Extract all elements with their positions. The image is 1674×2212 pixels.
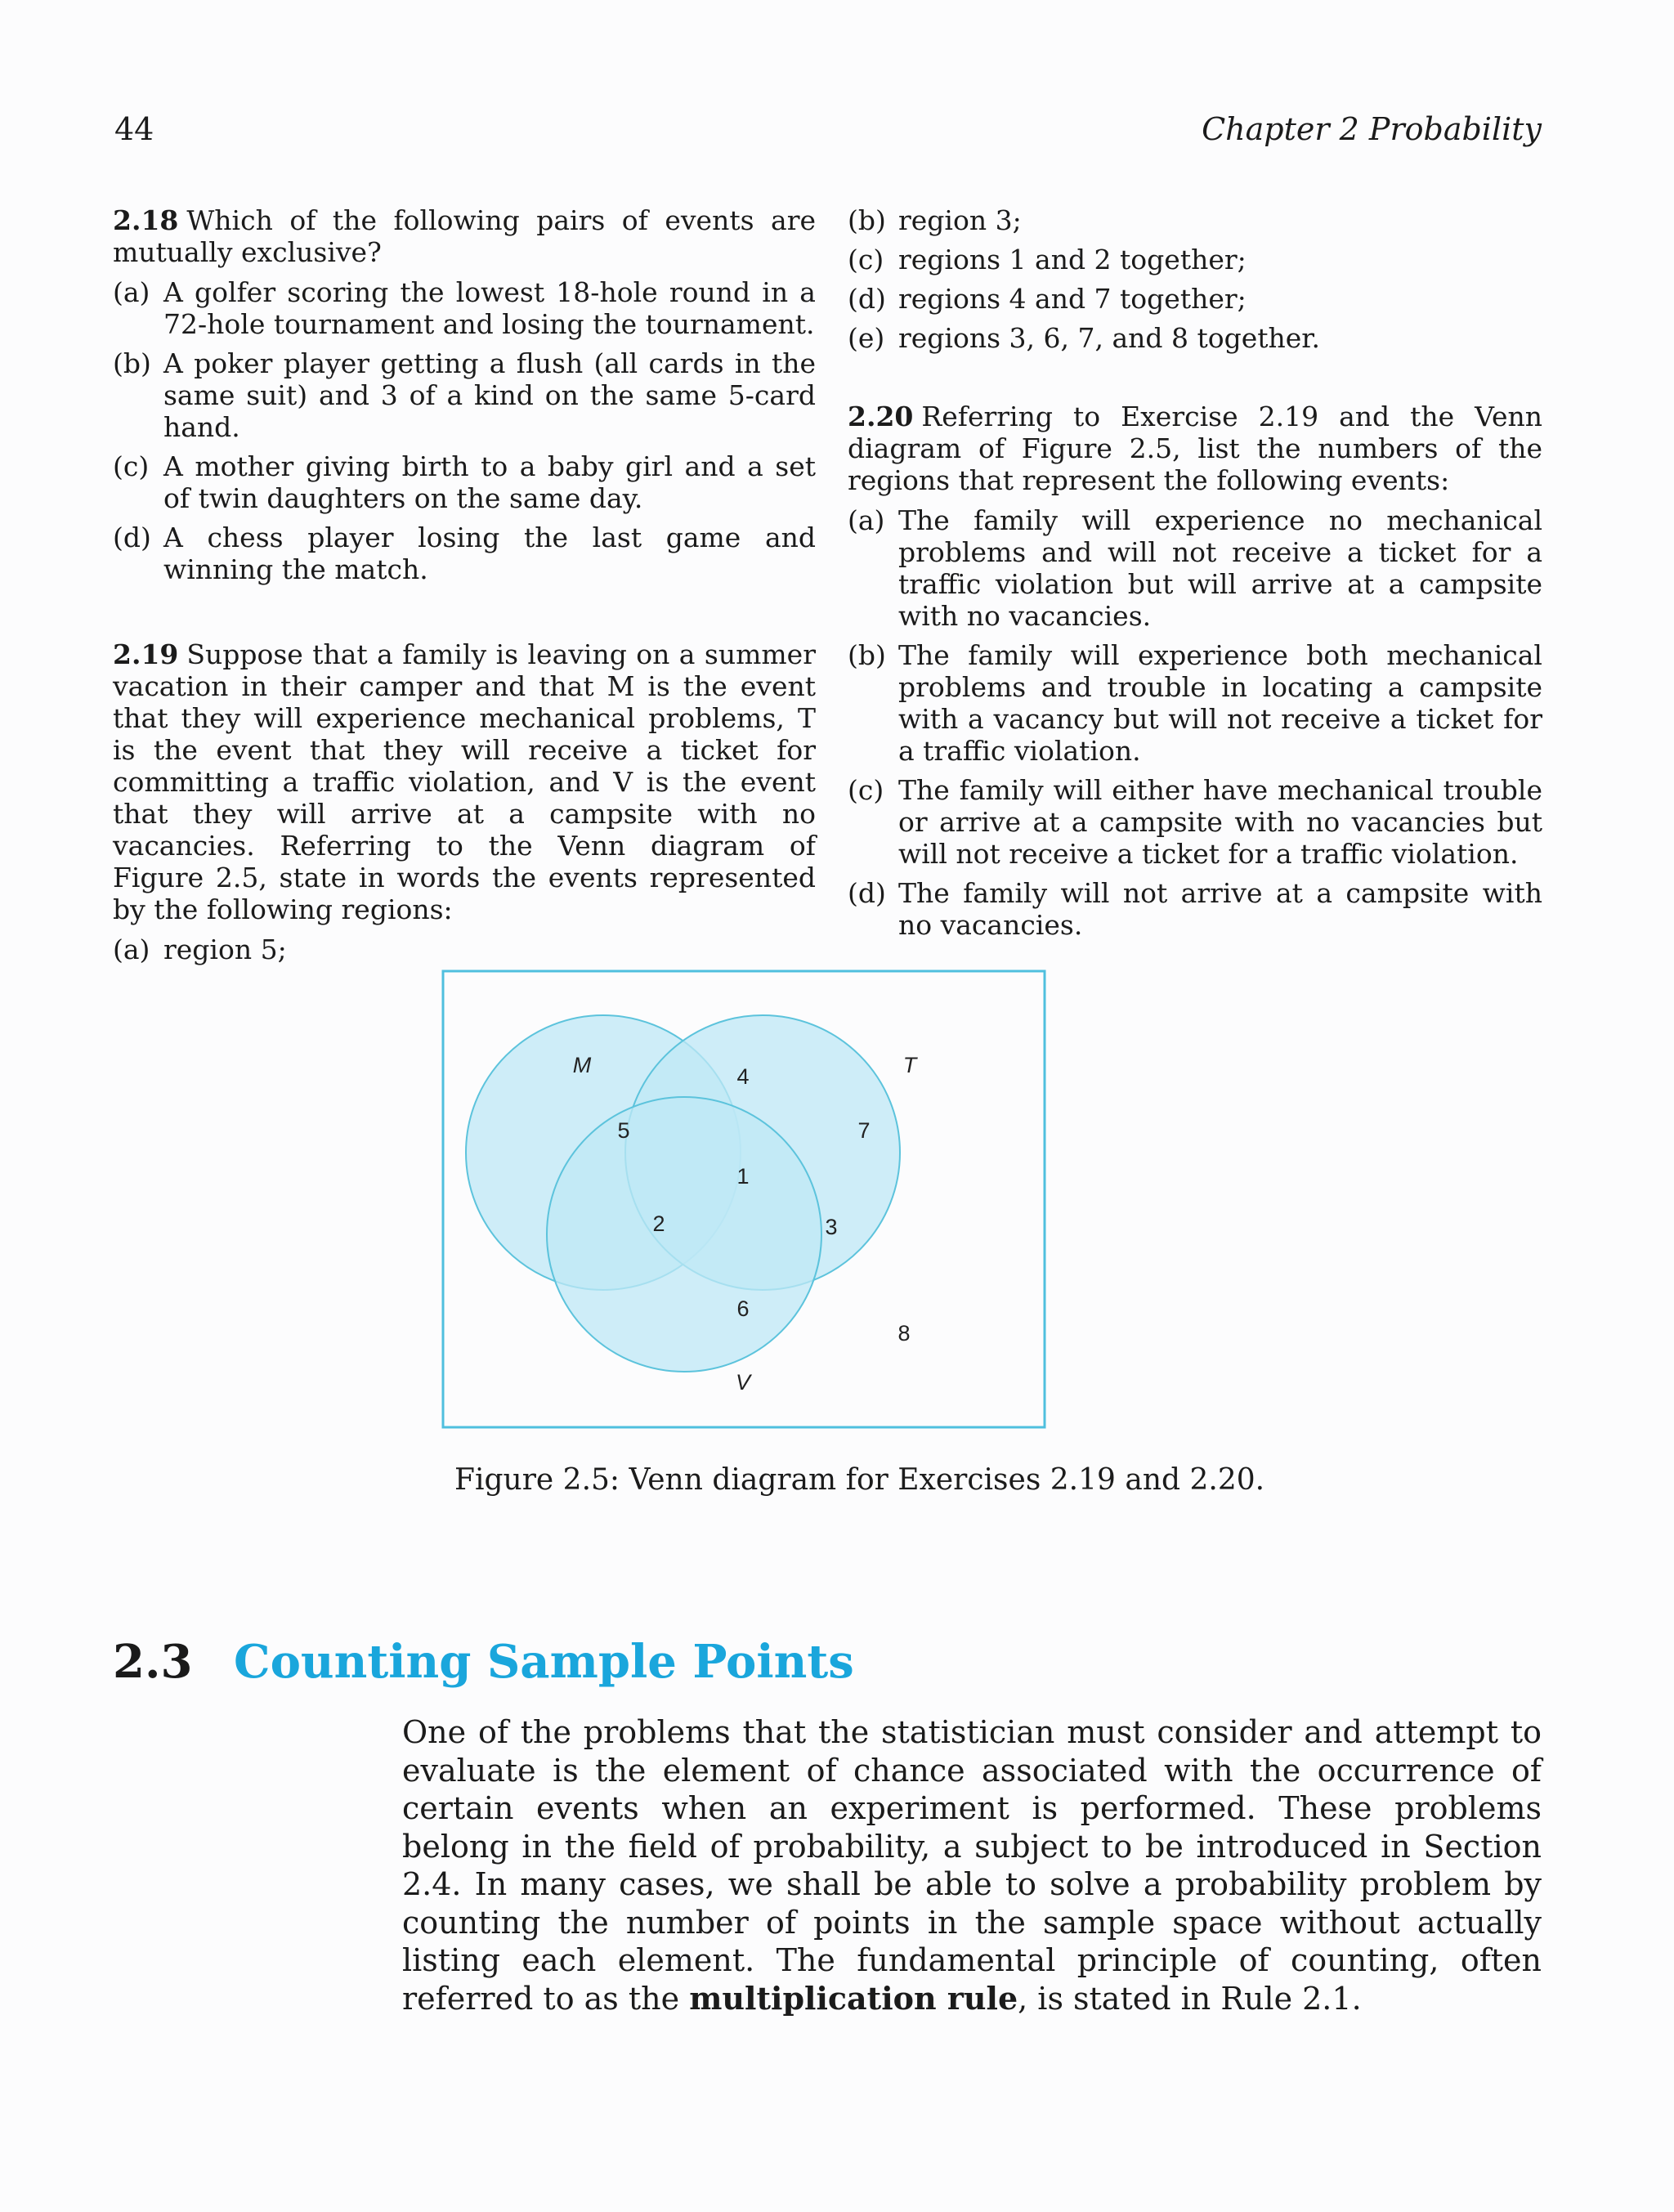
item-label: (c)	[848, 244, 884, 275]
region-6: 6	[736, 1296, 750, 1321]
exercise-item	[113, 347, 816, 443]
item-text: The family will experience no mechanical problems and will not receive a ticket for a traffic violation but will arrive at a campsite with no vacancies.	[898, 504, 1542, 632]
exercise-2-20-prompt	[848, 401, 1542, 496]
set-label-t: T	[902, 1053, 917, 1077]
exercise-number: 2.19	[113, 638, 179, 670]
exercise-2-19-prompt	[113, 638, 816, 925]
venn-diagram	[441, 969, 1046, 1431]
item-text: A mother giving birth to a baby girl and a set of twin daughters on the same day.	[163, 450, 816, 514]
item-text: regions 1 and 2 together;	[898, 244, 1247, 275]
item-text: The family will experience both mechanical problems and trouble in locating a campsite with a vacancy but will not receive a ticket for a traffic violation.	[898, 639, 1542, 767]
section-title: Counting Sample Points	[234, 1635, 854, 1689]
left-column	[113, 204, 816, 973]
multiplication-rule-term: multiplication rule	[689, 1979, 1018, 2017]
running-title: Chapter 2 Probability	[1202, 111, 1542, 147]
item-text: A golfer scoring the lowest 18-hole round in a 72-hole tournament and losing the tournament.	[163, 276, 816, 340]
exercise-item	[113, 934, 816, 965]
exercise-number: 2.18	[113, 204, 179, 236]
item-label: (e)	[848, 322, 885, 354]
item-text: regions 4 and 7 together;	[898, 283, 1247, 315]
region-8: 8	[897, 1321, 911, 1346]
exercise-item	[848, 639, 1542, 767]
set-label-m: M	[572, 1053, 592, 1077]
region-2: 2	[652, 1211, 665, 1236]
item-label: (d)	[848, 877, 886, 909]
body-text-end: , is stated in Rule 2.1.	[1018, 1980, 1362, 2017]
section-number: 2.3	[113, 1635, 193, 1689]
item-label: (a)	[113, 276, 150, 308]
spacer	[113, 593, 816, 638]
item-label: (d)	[848, 283, 886, 315]
figure-caption: Figure 2.5: Venn diagram for Exercises 2.19 and 2.20.	[454, 1463, 1265, 1497]
exercise-item	[848, 774, 1542, 870]
body-text-start: One of the problems that the statistician must consider and attempt to evaluate is the element of chance associated with the occurrence of certain events when an experiment is performed. These problems belong in the field of probability, a subject to be introduced in Section 2.4. In many cases, we shall be able to solve a probability problem by counting the number of points in the sample space without actually listing each element. The fundamental principle of counting, often referred to as the	[402, 1714, 1542, 2017]
region-7: 7	[857, 1118, 871, 1143]
set-label-v: V	[735, 1370, 751, 1395]
exercise-item	[113, 276, 816, 340]
exercise-prompt-text: Referring to Exercise 2.19 and the Venn diagram of Figure 2.5, list the numbers of the regions that represent the following events:	[848, 401, 1542, 496]
exercise-item	[848, 504, 1542, 632]
item-text: A poker player getting a flush (all cards in the same suit) and 3 of a kind on the same 5-card hand.	[163, 347, 816, 443]
spacer	[848, 361, 1542, 401]
exercise-prompt-text: Which of the following pairs of events are mutually exclusive?	[113, 204, 816, 268]
exercise-item	[848, 244, 1542, 275]
exercise-number: 2.20	[848, 401, 914, 432]
page-number: 44	[114, 111, 154, 147]
exercise-prompt-text: Suppose that a family is leaving on a summer vacation in their camper and that M is the event that they will experience mechanical problems, T is the event that they will receive a ticket for committing a traffic violation, and V is the event that they will arrive at a campsite with no vacancies. Referring to the Venn diagram of Figure 2.5, state in words the events represented by the following regions:	[113, 638, 816, 925]
exercise-item	[848, 322, 1542, 354]
item-text: region 3;	[898, 204, 1022, 236]
region-5: 5	[617, 1118, 630, 1143]
exercise-item	[848, 877, 1542, 941]
item-label: (b)	[848, 639, 886, 671]
right-column	[848, 204, 1542, 948]
exercise-item	[113, 522, 816, 585]
item-text: The family will not arrive at a campsite with no vacancies.	[898, 877, 1542, 941]
item-label: (c)	[113, 450, 150, 482]
circle-v	[547, 1097, 821, 1372]
section-body	[402, 1713, 1542, 2017]
exercise-item	[848, 283, 1542, 315]
item-label: (b)	[113, 347, 151, 379]
item-text: region 5;	[163, 934, 287, 965]
item-text: regions 3, 6, 7, and 8 together.	[898, 322, 1320, 354]
item-text: A chess player losing the last game and winning the match.	[163, 522, 816, 585]
exercise-item	[113, 450, 816, 514]
item-label: (b)	[848, 204, 886, 236]
region-1: 1	[736, 1164, 750, 1189]
exercise-2-18-prompt	[113, 204, 816, 268]
item-label: (c)	[848, 774, 884, 806]
item-label: (a)	[113, 934, 150, 965]
region-4: 4	[736, 1064, 750, 1089]
item-label: (a)	[848, 504, 885, 536]
item-text: The family will either have mechanical trouble or arrive at a campsite with no vacancies but will not receive a ticket for a traffic violation.	[898, 774, 1542, 870]
region-3: 3	[825, 1215, 838, 1239]
item-label: (d)	[113, 522, 151, 553]
exercise-item	[848, 204, 1542, 236]
